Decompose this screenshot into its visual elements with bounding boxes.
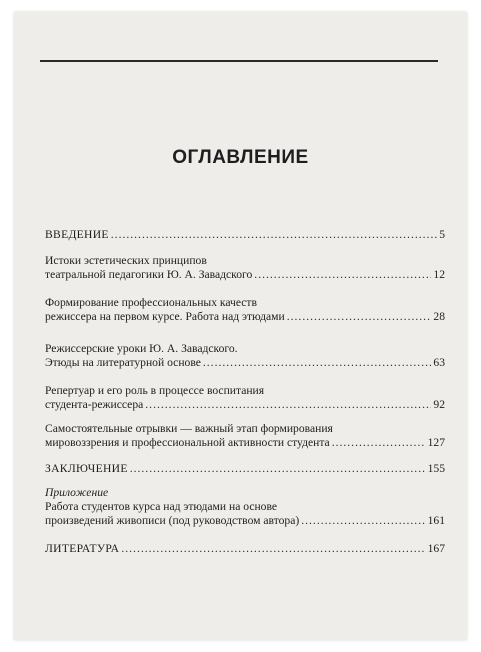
toc-entry-repertoire (45, 384, 445, 412)
toc-page-number: 5 (439, 228, 445, 241)
page-title: ОГЛАВЛЕНИЕ (172, 147, 309, 168)
toc-entry-literature (45, 542, 445, 556)
leader-dots (121, 542, 425, 556)
toc-entry-excerpts (45, 422, 445, 450)
leader-dots (130, 462, 426, 476)
toc-page-number: 167 (427, 542, 445, 555)
leader-dots (254, 268, 431, 282)
toc-entry-text: Этюды на литературной основе (45, 356, 201, 369)
leader-dots (332, 436, 426, 450)
toc-entry-conclusion (45, 462, 445, 476)
toc-entry-appendix (45, 486, 445, 528)
toc-entry-text: ЛИТЕРАТУРА (45, 542, 120, 555)
toc-entry-text: Работа студентов курса над этюдами на основе (45, 500, 278, 513)
toc-page-number: 155 (427, 462, 445, 475)
toc-entry-text: мировоззрения и профессиональной активности студента (45, 436, 330, 449)
leader-dots (301, 514, 425, 528)
toc-entry-prefix: Приложение (45, 486, 109, 499)
leader-dots (111, 228, 437, 242)
leader-dots (145, 398, 431, 412)
toc-page-number: 161 (427, 514, 445, 527)
toc-page-number: 127 (427, 436, 445, 449)
toc-entry-text: Формирование профессиональных качеств (45, 296, 257, 309)
toc-entry-text: Самостоятельные отрывки — важный этап формирования (45, 422, 333, 435)
toc-page-number: 92 (433, 398, 445, 411)
toc-entry-origins (45, 254, 445, 282)
toc-entry-text: режиссера на первом курсе. Работа над этюдами (45, 310, 285, 323)
toc-entry-introduction (45, 228, 445, 242)
toc-entry-text: Репертуар и его роль в процессе воспитания (45, 384, 265, 397)
toc-entry-text: ВВЕДЕНИЕ (45, 228, 109, 241)
leader-dots (203, 356, 432, 370)
toc-entry-text: студента-режиссера (45, 398, 144, 411)
toc-entry-lessons (45, 342, 445, 370)
toc-entry-text: Режиссерские уроки Ю. А. Завадского. (45, 342, 238, 355)
toc-entry-text: театральной педагогики Ю. А. Завадского (45, 268, 253, 281)
toc-entry-text: Истоки эстетических принципов (45, 254, 207, 267)
book-page (14, 12, 467, 640)
toc-entry-text: ЗАКЛЮЧЕНИЕ (45, 462, 128, 475)
top-rule (40, 60, 438, 62)
leader-dots (287, 310, 432, 324)
toc-page-number: 63 (433, 356, 445, 369)
toc-page-number: 12 (433, 268, 445, 281)
toc-entry-formation (45, 296, 445, 324)
toc-page-number: 28 (433, 310, 445, 323)
toc-entry-text: произведений живописи (под руководством автора) (45, 514, 300, 527)
